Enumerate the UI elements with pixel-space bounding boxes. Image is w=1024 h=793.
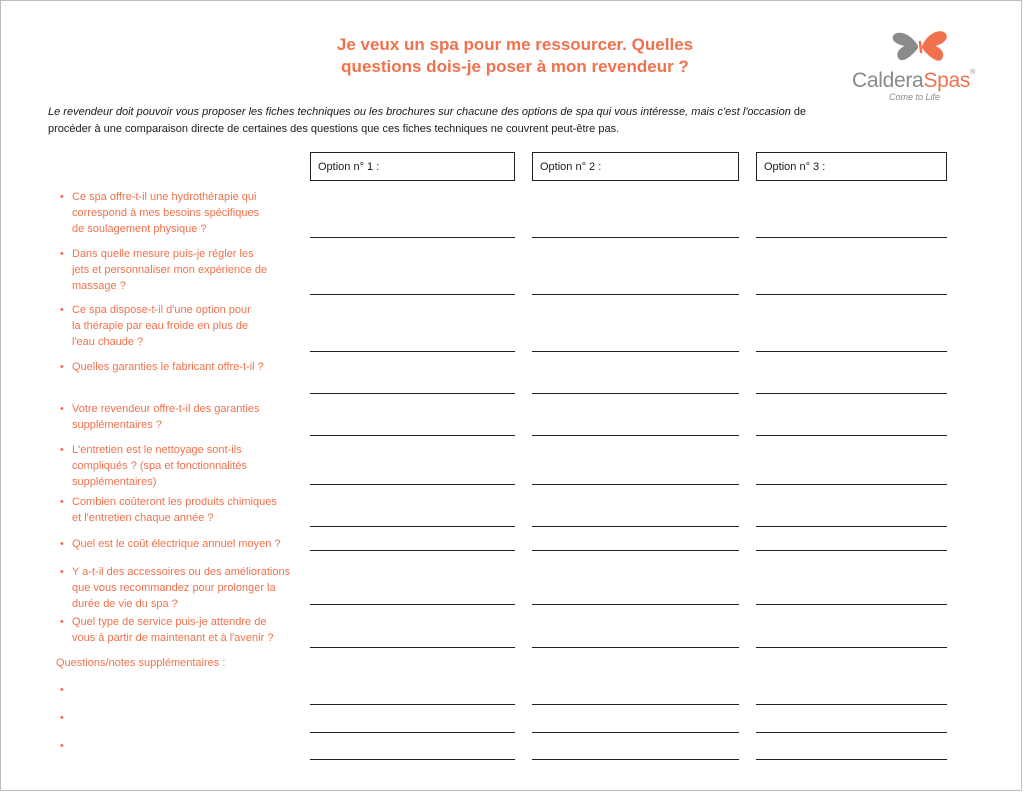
question-answer-line-option-3[interactable]: [756, 647, 947, 648]
bullet-icon: •: [60, 444, 64, 456]
question-answer-line-option-2[interactable]: [532, 526, 739, 527]
bullet-icon: •: [60, 248, 64, 260]
question-text-line: Quelles garanties le fabricant offre-t-il ?: [72, 361, 264, 373]
question-text-line: Y a-t-il des accessoires ou des améliorations: [72, 566, 291, 578]
logo-registered: ®: [970, 69, 975, 76]
question-text-line: de soulagement physique ?: [72, 223, 207, 235]
intro-regular: de procéder à une comparaison directe de certaines des questions que ces fiches techniques ne couvrent peut-être pas.: [48, 106, 807, 135]
question-text-line: L'entretien est le nettoyage sont-ils: [72, 444, 242, 456]
question-answer-line-option-3[interactable]: [756, 351, 947, 352]
notes-answer-line-option-2[interactable]: [532, 704, 739, 705]
logo-word-accent: Spas: [923, 69, 971, 92]
question-text-line: durée de vie du spa ?: [72, 598, 178, 610]
logo-word-main: Caldera: [852, 69, 924, 92]
question-answer-line-option-2[interactable]: [532, 294, 739, 295]
intro-italic: Le revendeur doit pouvoir vous proposer les fiches techniques ou les brochures sur chacune des options de spa qui vous intéresse, mais c'est l'occasion: [48, 106, 791, 118]
question-answer-line-option-2[interactable]: [532, 484, 739, 485]
question-answer-line-option-3[interactable]: [756, 550, 947, 551]
notes-answer-line-option-1[interactable]: [310, 759, 515, 760]
question-text-line: Votre revendeur offre-t-il des garanties: [72, 403, 260, 415]
intro-paragraph: [48, 104, 818, 138]
question-text-line: correspond à mes besoins spécifiques: [72, 207, 260, 219]
notes-bullet-icon: •: [60, 740, 64, 752]
question-text-line: supplémentaires): [72, 476, 157, 488]
bullet-icon: •: [60, 361, 64, 373]
question-answer-line-option-1[interactable]: [310, 294, 515, 295]
question-answer-line-option-2[interactable]: [532, 550, 739, 551]
question-answer-line-option-2[interactable]: [532, 647, 739, 648]
question-answer-line-option-2[interactable]: [532, 604, 739, 605]
question-answer-line-option-1[interactable]: [310, 393, 515, 394]
notes-bullet-icon: •: [60, 684, 64, 696]
logo-wordmark: [852, 69, 975, 93]
notes-answer-line-option-2[interactable]: [532, 759, 739, 760]
caldera-spas-logo: [852, 28, 992, 108]
question-answer-line-option-3[interactable]: [756, 435, 947, 436]
question-text-line: vous à partir de maintenant et à l'avenir ?: [72, 632, 274, 644]
bullet-icon: •: [60, 496, 64, 508]
question-text-line: Quel est le coût électrique annuel moyen ?: [72, 538, 281, 550]
question-answer-line-option-2[interactable]: [532, 393, 739, 394]
butterfly-logo-icon: [890, 28, 950, 64]
question-text-line: Dans quelle mesure puis-je régler les: [72, 248, 254, 260]
title-line-2: questions dois-je poser à mon revendeur ?: [341, 57, 689, 76]
question-text-line: massage ?: [72, 280, 126, 292]
question-text-line: jets et personnaliser mon expérience de: [72, 264, 268, 276]
question-answer-line-option-1[interactable]: [310, 550, 515, 551]
question-text-line: compliqués ? (spa et fonctionnalités: [72, 460, 247, 472]
question-answer-line-option-3[interactable]: [756, 393, 947, 394]
bullet-icon: •: [60, 566, 64, 578]
question-text-line: Ce spa dispose-t-il d'une option pour: [72, 304, 251, 316]
bullet-icon: •: [60, 616, 64, 628]
option-header-3: Option n° 3 :: [756, 152, 947, 181]
question-text-line: et l'entretien chaque année ?: [72, 512, 214, 524]
question-text-line: l'eau chaude ?: [72, 336, 144, 348]
question-answer-line-option-1[interactable]: [310, 435, 515, 436]
question-answer-line-option-2[interactable]: [532, 237, 739, 238]
option-header-2: Option n° 2 :: [532, 152, 739, 181]
option-header-1: Option n° 1 :: [310, 152, 515, 181]
page-title: [270, 34, 760, 78]
question-text-line: Quel type de service puis-je attendre de: [72, 616, 267, 628]
notes-answer-line-option-3[interactable]: [756, 704, 947, 705]
notes-answer-line-option-1[interactable]: [310, 732, 515, 733]
bullet-icon: •: [60, 304, 64, 316]
bullet-icon: •: [60, 403, 64, 415]
question-text-line: Combien coûteront les produits chimiques: [72, 496, 277, 508]
notes-answer-line-option-3[interactable]: [756, 732, 947, 733]
notes-answer-line-option-3[interactable]: [756, 759, 947, 760]
question-answer-line-option-1[interactable]: [310, 484, 515, 485]
question-answer-line-option-1[interactable]: [310, 237, 515, 238]
notes-answer-line-option-2[interactable]: [532, 732, 739, 733]
bullet-icon: •: [60, 538, 64, 550]
question-answer-line-option-1[interactable]: [310, 526, 515, 527]
logo-tagline: Come to Life: [889, 92, 941, 102]
question-answer-line-option-3[interactable]: [756, 604, 947, 605]
question-answer-line-option-3[interactable]: [756, 526, 947, 527]
notes-bullet-icon: •: [60, 712, 64, 724]
notes-answer-line-option-1[interactable]: [310, 704, 515, 705]
question-answer-line-option-3[interactable]: [756, 484, 947, 485]
question-answer-line-option-2[interactable]: [532, 351, 739, 352]
question-answer-line-option-3[interactable]: [756, 294, 947, 295]
question-text-line: Ce spa offre-t-il une hydrothérapie qui: [72, 191, 257, 203]
question-text-line: la thérapie par eau froide en plus de: [72, 320, 249, 332]
question-text-line: supplémentaires ?: [72, 419, 162, 431]
notes-title: Questions/notes supplémentaires :: [56, 657, 226, 669]
question-answer-line-option-2[interactable]: [532, 435, 739, 436]
title-line-1: Je veux un spa pour me ressourcer. Quelles: [336, 35, 694, 54]
bullet-icon: •: [60, 191, 64, 203]
question-answer-line-option-1[interactable]: [310, 647, 515, 648]
question-answer-line-option-1[interactable]: [310, 351, 515, 352]
question-text-line: que vous recommandez pour prolonger la: [72, 582, 276, 594]
question-answer-line-option-1[interactable]: [310, 604, 515, 605]
question-answer-line-option-3[interactable]: [756, 237, 947, 238]
